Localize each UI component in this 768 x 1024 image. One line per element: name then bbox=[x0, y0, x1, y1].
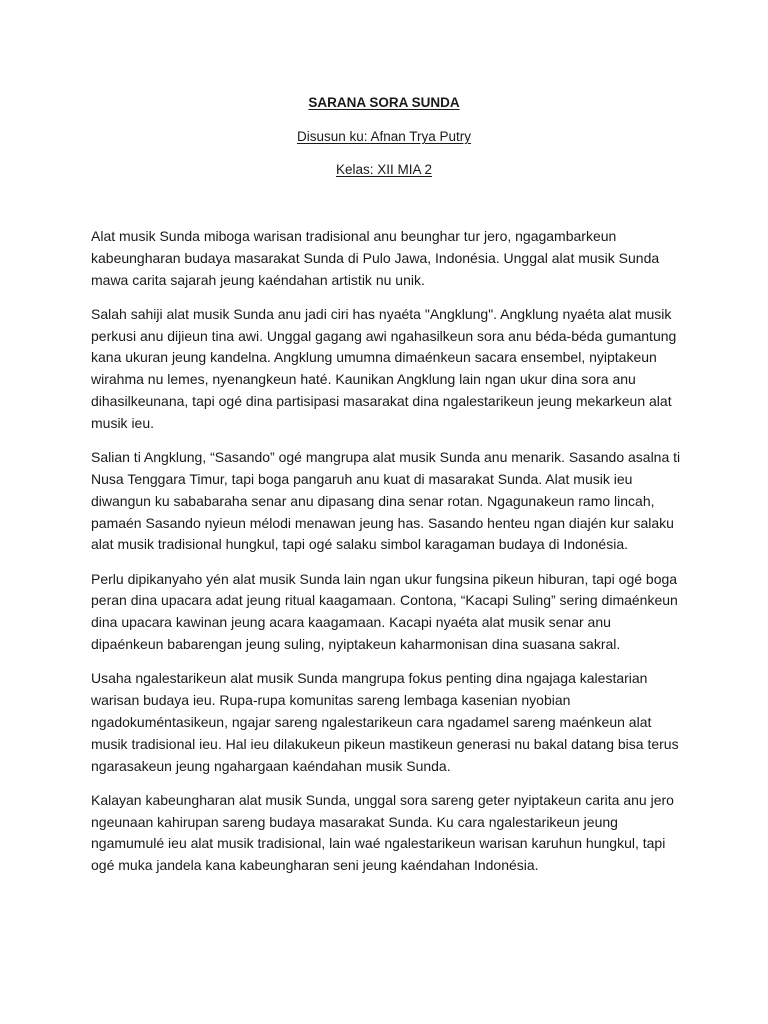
document-title: SARANA SORA SUNDA bbox=[308, 95, 460, 110]
author-line: Disusun ku: Afnan Trya Putry bbox=[296, 129, 472, 144]
class-line: Kelas: XII MIA 2 bbox=[335, 162, 433, 177]
paragraph: Perlu dipikanyaho yén alat musik Sunda lain ngan ukur fungsina pikeun hiburan, tapi ogé boga peran dina upacara adat jeung ritual kaagamaan. Contona, “Kacapi Suling” sering dimaénkeun dina upacara kawinan jeung acara kaagamaan. Kacapi nyaéta alat musik senar anu dipaénkeun babarengan jeung suling, nyiptakeun kaharmonisan dina suasana sakral. bbox=[91, 570, 678, 653]
paragraph: Salian ti Angklung, “Sasando” ogé mangrupa alat musik Sunda anu menarik. Sasando asalna ti Nusa Tenggara Timur, tapi boga pangaruh anu kuat di masarakat Sunda. Alat musik ieu diwangun ku sababaraha senar anu dipasang dina senar rotan. Ngagunakeun ramo lincah, pamaén Sasando nyieun mélodi menawan jeung has. Sasando henteu ngan diajén kur salaku alat musik tradisional hungkul, tapi ogé salaku simbol karagaman budaya di Indonésia. bbox=[91, 449, 681, 553]
document-body bbox=[91, 226, 681, 890]
paragraph: Kalayan kabeungharan alat musik Sunda, unggal sora sareng geter nyiptakeun carita anu jero ngeunaan kahirupan sareng budaya masarakat Sunda. Ku cara ngalestarikeun jeung ngamumulé ieu alat musik tradisional, lain waé ngalestarikeun warisan karuhun hungkul, tapi ogé muka jandela kana kabeungharan seni jeung kaéndahan Indonésia. bbox=[91, 791, 674, 874]
paragraph: Alat musik Sunda miboga warisan tradisional anu beunghar tur jero, ngagambarkeun kabeungharan budaya masarakat Sunda di Pulo Jawa, Indonésia. Unggal alat musik Sunda mawa carita sajarah jeung kaéndahan artistik nu unik. bbox=[91, 228, 660, 288]
paragraph: Usaha ngalestarikeun alat musik Sunda mangrupa fokus penting dina ngajaga kalestarian warisan budaya ieu. Rupa-rupa komunitas sareng lembaga kasenian nyobian ngadokuméntasikeun, ngajar sareng ngalestarikeun cara ngadamel sareng maénkeun alat musik tradisional ieu. Hal ieu dilakukeun pikeun mastikeun generasi nu bakal datang bisa terus ngarasakeun jeung ngahargaan kaéndahan musik Sunda. bbox=[91, 670, 679, 774]
paragraph: Salah sahiji alat musik Sunda anu jadi ciri has nyaéta "Angklung". Angklung nyaéta alat musik perkusi anu dijieun tina awi. Unggal gagang awi ngahasilkeun sora anu béda-béda gumantung kana ukuran jeung kandelna. Angklung umumna dimaénkeun sacara ensembel, nyiptakeun wirahma nu lemes, nyenangkeun haté. Kaunikan Angklung lain ngan ukur dina sora anu dihasilkeunana, tapi ogé dina partisipasi masarakat dina ngalestarikeun jeung mekarkeun alat musik ieu. bbox=[91, 305, 677, 431]
